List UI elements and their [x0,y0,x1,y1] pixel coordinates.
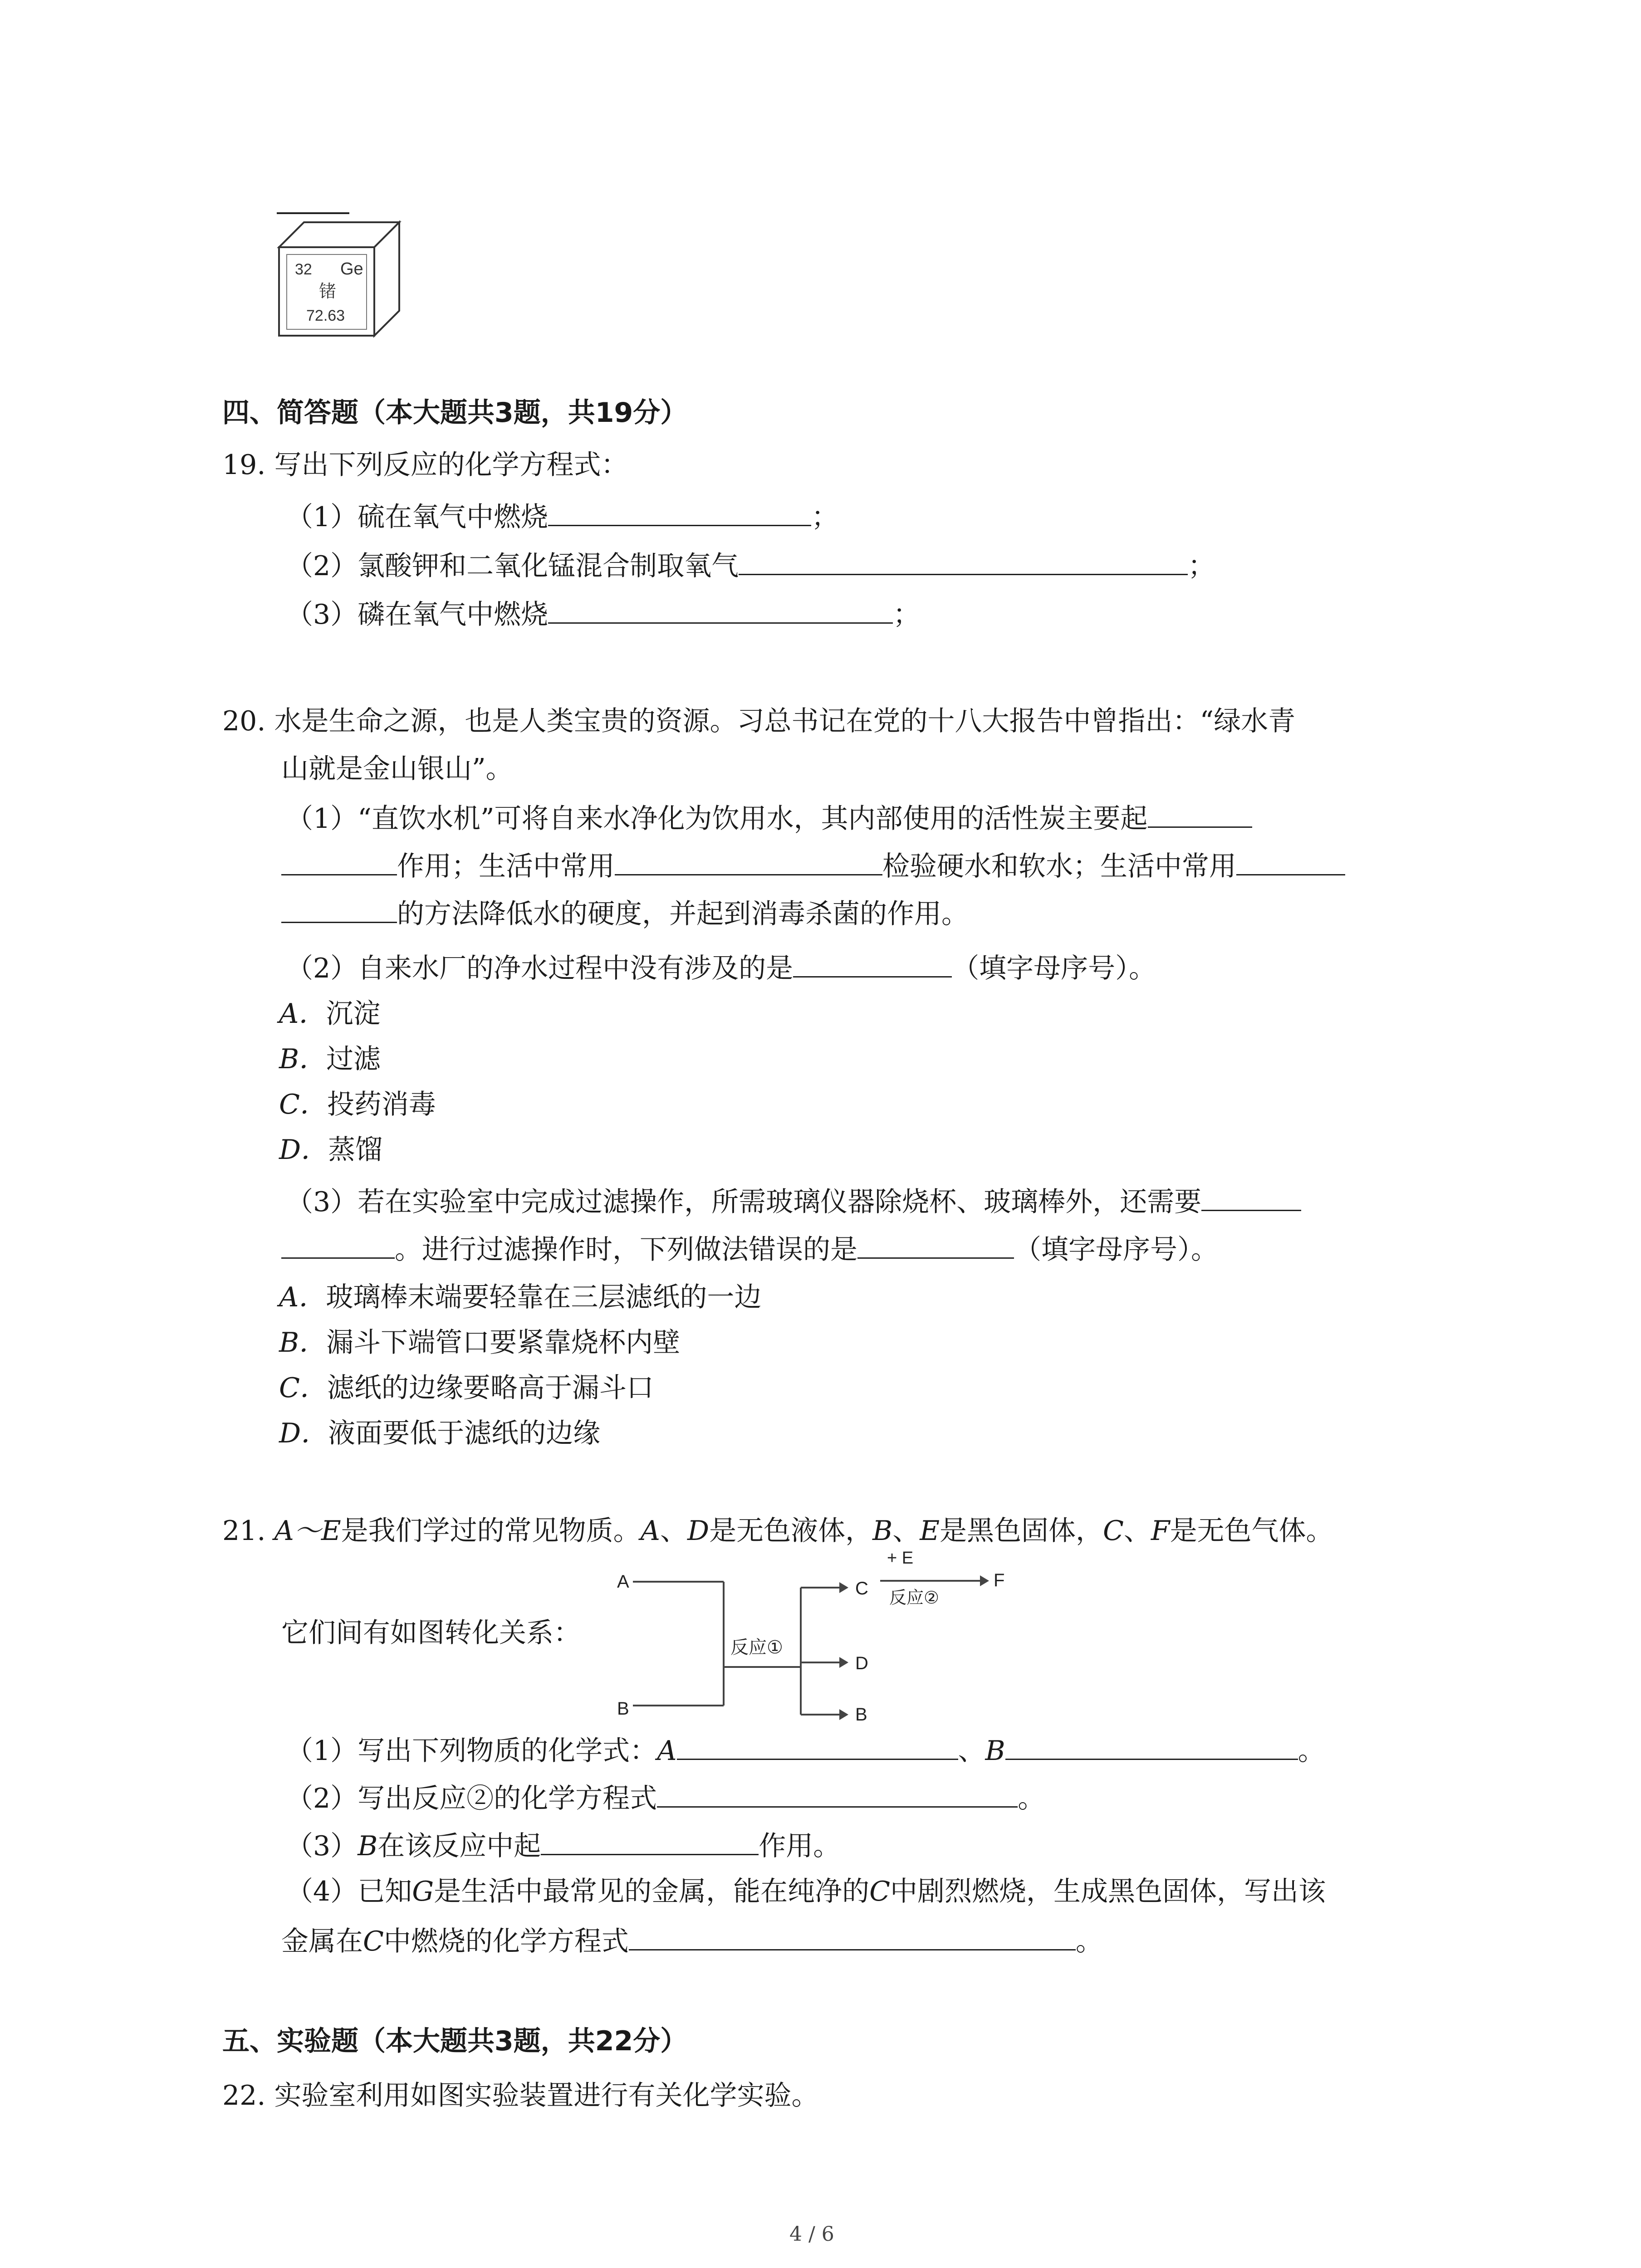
answer-blank[interactable] [281,894,397,923]
q19-stem: 19. 写出下列反应的化学方程式： [222,449,628,481]
q20-option-a [279,996,380,1032]
answer-blank[interactable] [793,948,952,978]
q19-part3 [286,594,920,633]
q21-part4-text: 中剧烈燃烧，生成黑色固体，写出该 [890,1876,1326,1907]
option-letter: B． [279,1043,327,1075]
q21-var: D [687,1515,710,1547]
option-letter: A． [279,1281,326,1313]
q20-part3-line2 [281,1229,1218,1268]
q21-part3-text: 在该反应中起 [377,1830,541,1862]
q21-sep: 、 [1123,1515,1151,1547]
q20-part3-tail: （填字母序号）。 [1014,1234,1218,1266]
q21-var: B [358,1830,378,1862]
q21-part3-prefix: （3） [286,1830,358,1862]
answer-blank[interactable] [629,1921,1076,1950]
q21-stem [222,1513,1333,1549]
q20-part3-text: （3）若在实验室中完成过滤操作，所需玻璃仪器除烧杯、玻璃棒外，还需要 [286,1186,1202,1218]
q21-var-range: A～E [274,1515,341,1547]
option-text: 沉淀 [326,998,381,1030]
q20-option-d [279,1132,382,1168]
q21-part2-text: （2）写出反应②的化学方程式 [286,1783,657,1814]
diagram-output-f: F [994,1570,1005,1590]
q20-part1-line1 [286,798,1252,837]
option-text: 蒸馏 [328,1134,383,1166]
q21-var: A [640,1515,660,1547]
q21-var: E [920,1515,940,1547]
q21-period: 。 [1298,1735,1325,1767]
option-text: 玻璃棒末端要轻靠在三层滤纸的一边 [326,1281,762,1313]
q20-option2-b [279,1325,680,1361]
q21-diagram-lead: 它们间有如图转化关系： [281,1617,581,1649]
answer-blank[interactable] [1201,1182,1301,1211]
q20-option2-d [279,1415,600,1452]
top-rule [277,212,349,214]
q21-part1 [286,1730,1325,1769]
q20-part1-line2 [281,846,1345,885]
q21-part1-text: （1）写出下列物质的化学式： [286,1735,657,1767]
q21-var: G [412,1876,434,1907]
option-letter: B． [279,1327,327,1359]
section-5-heading: 五、实验题（本大题共3题，共22分） [222,2025,688,2057]
option-text: 漏斗下端管口要紧靠烧杯内壁 [326,1327,681,1359]
q21-part4-text: 金属在 [281,1926,363,1957]
option-letter: A． [279,998,326,1030]
q20-part2-tail: （填字母序号）。 [952,953,1156,984]
q20-stem-line1: 20. 水是生命之源，也是人类宝贵的资源。习总书记在党的十八大报告中曾指出：“绿水青 [222,705,1296,737]
q21-sep: 、 [892,1515,920,1547]
answer-blank[interactable] [548,497,811,526]
q20-option-c [279,1086,436,1123]
answer-blank[interactable] [1148,798,1252,828]
q21-var: B [985,1735,1005,1767]
q21-var: B [872,1515,893,1547]
q21-sep: 、 [660,1515,687,1547]
q21-part4-line1 [286,1873,1326,1910]
q21-text: 是无色气体。 [1170,1515,1333,1547]
q21-part4-text: 是生活中最常见的金属，能在纯净的 [434,1876,870,1907]
option-text: 过滤 [326,1043,381,1075]
reaction-diagram [608,1545,1016,1721]
q21-var: C [1103,1515,1124,1547]
q20-part1-text: （1）“直饮水机”可将自来水净化为饮用水，其内部使用的活性炭主要起 [286,803,1148,835]
q19-part1-text: （1）硫在氧气中燃烧 [286,501,549,533]
diagram-output-c: C [855,1579,868,1598]
diagram-reaction1-label: 反应① [730,1637,783,1657]
q20-part2 [286,948,1156,987]
section-4-heading: 四、简答题（本大题共3题，共19分） [222,397,688,429]
q21-sep: 、 [958,1735,985,1767]
q20-part1-text-b: 作用；生活中常用 [397,850,615,882]
q20-part1-line3 [281,894,969,932]
answer-blank[interactable] [857,1229,1014,1259]
diagram-output-b: B [855,1705,867,1721]
q19-part3-text: （3）磷在氧气中燃烧 [286,599,549,631]
q21-part4-text: 中燃烧的化学方程式 [383,1926,629,1957]
q20-stem-line2: 山就是金山银山”。 [281,753,513,785]
q21-number: 21. [222,1515,274,1547]
q19-semicolon: ； [1188,550,1215,582]
q20-option2-a [279,1279,761,1315]
arrowhead [839,1709,848,1720]
q20-part1-text-d: 的方法降低水的硬度，并起到消毒杀菌的作用。 [397,898,969,930]
answer-blank[interactable] [1005,1730,1298,1760]
diagram-reaction2-label: 反应② [889,1589,940,1608]
q21-text: 是我们学过的常见物质。 [341,1515,641,1547]
answer-blank[interactable] [281,1229,395,1259]
answer-blank[interactable] [657,1778,1018,1808]
q21-period: 。 [1075,1926,1103,1957]
q20-option2-c [279,1370,654,1406]
q21-part2 [286,1778,1045,1817]
answer-blank[interactable] [281,846,397,875]
answer-blank[interactable] [548,594,893,624]
option-letter: C． [279,1089,327,1120]
element-number: 32 [295,261,312,278]
q20-part3-text-b: 。进行过滤操作时，下列做法错误的是 [395,1234,857,1266]
q21-var: F [1151,1515,1170,1547]
diagram-plus-e: + E [887,1549,914,1568]
q22-stem: 22. 实验室利用如图实验装置进行有关化学实验。 [222,2080,819,2112]
answer-blank[interactable] [615,846,882,875]
element-symbol: Ge [340,259,363,279]
option-text: 滤纸的边缘要略高于漏斗口 [327,1372,654,1404]
q21-part3 [286,1826,840,1864]
q20-part1-text-c: 检验硬水和软水；生活中常用 [882,850,1236,882]
element-tile-germanium [277,220,406,340]
q20-option-b [279,1041,381,1077]
option-letter: C． [279,1372,327,1404]
option-text: 投药消毒 [327,1089,436,1120]
q21-text: 是黑色固体， [940,1515,1103,1547]
q21-text: 是无色液体， [709,1515,873,1547]
q20-part2-text: （2）自来水厂的净水过程中没有涉及的是 [286,953,794,984]
q21-part3-end: 作用。 [759,1830,841,1862]
option-letter: D． [279,1418,328,1449]
element-mass: 72.63 [306,307,345,324]
diagram-input-a: A [617,1572,629,1592]
q21-part4-prefix: （4）已知 [286,1876,412,1907]
q21-part4-line2 [281,1921,1103,1960]
arrowhead [980,1575,989,1586]
q19-part1 [286,497,838,535]
element-name: 锗 [319,281,337,301]
page-number: 4 / 6 [789,2223,834,2246]
q21-var: A [657,1735,677,1767]
diagram-input-b: B [617,1699,629,1719]
arrowhead [839,1582,848,1593]
q20-part3-line1 [286,1182,1301,1220]
answer-blank[interactable] [677,1730,958,1760]
answer-blank[interactable] [739,546,1188,575]
q19-semicolon: ； [893,599,921,631]
q21-period: 。 [1018,1783,1045,1814]
diagram-output-d: D [855,1653,868,1673]
arrowhead [839,1657,848,1668]
option-letter: D． [279,1134,328,1166]
q21-var: C [363,1926,384,1957]
answer-blank[interactable] [541,1826,759,1855]
q21-var: C [869,1876,891,1907]
q19-semicolon: ； [811,501,839,533]
answer-blank[interactable] [1236,846,1345,875]
q19-part2-text: （2）氯酸钾和二氧化锰混合制取氧气 [286,550,739,582]
q19-part2 [286,546,1215,584]
option-text: 液面要低于滤纸的边缘 [328,1418,601,1449]
